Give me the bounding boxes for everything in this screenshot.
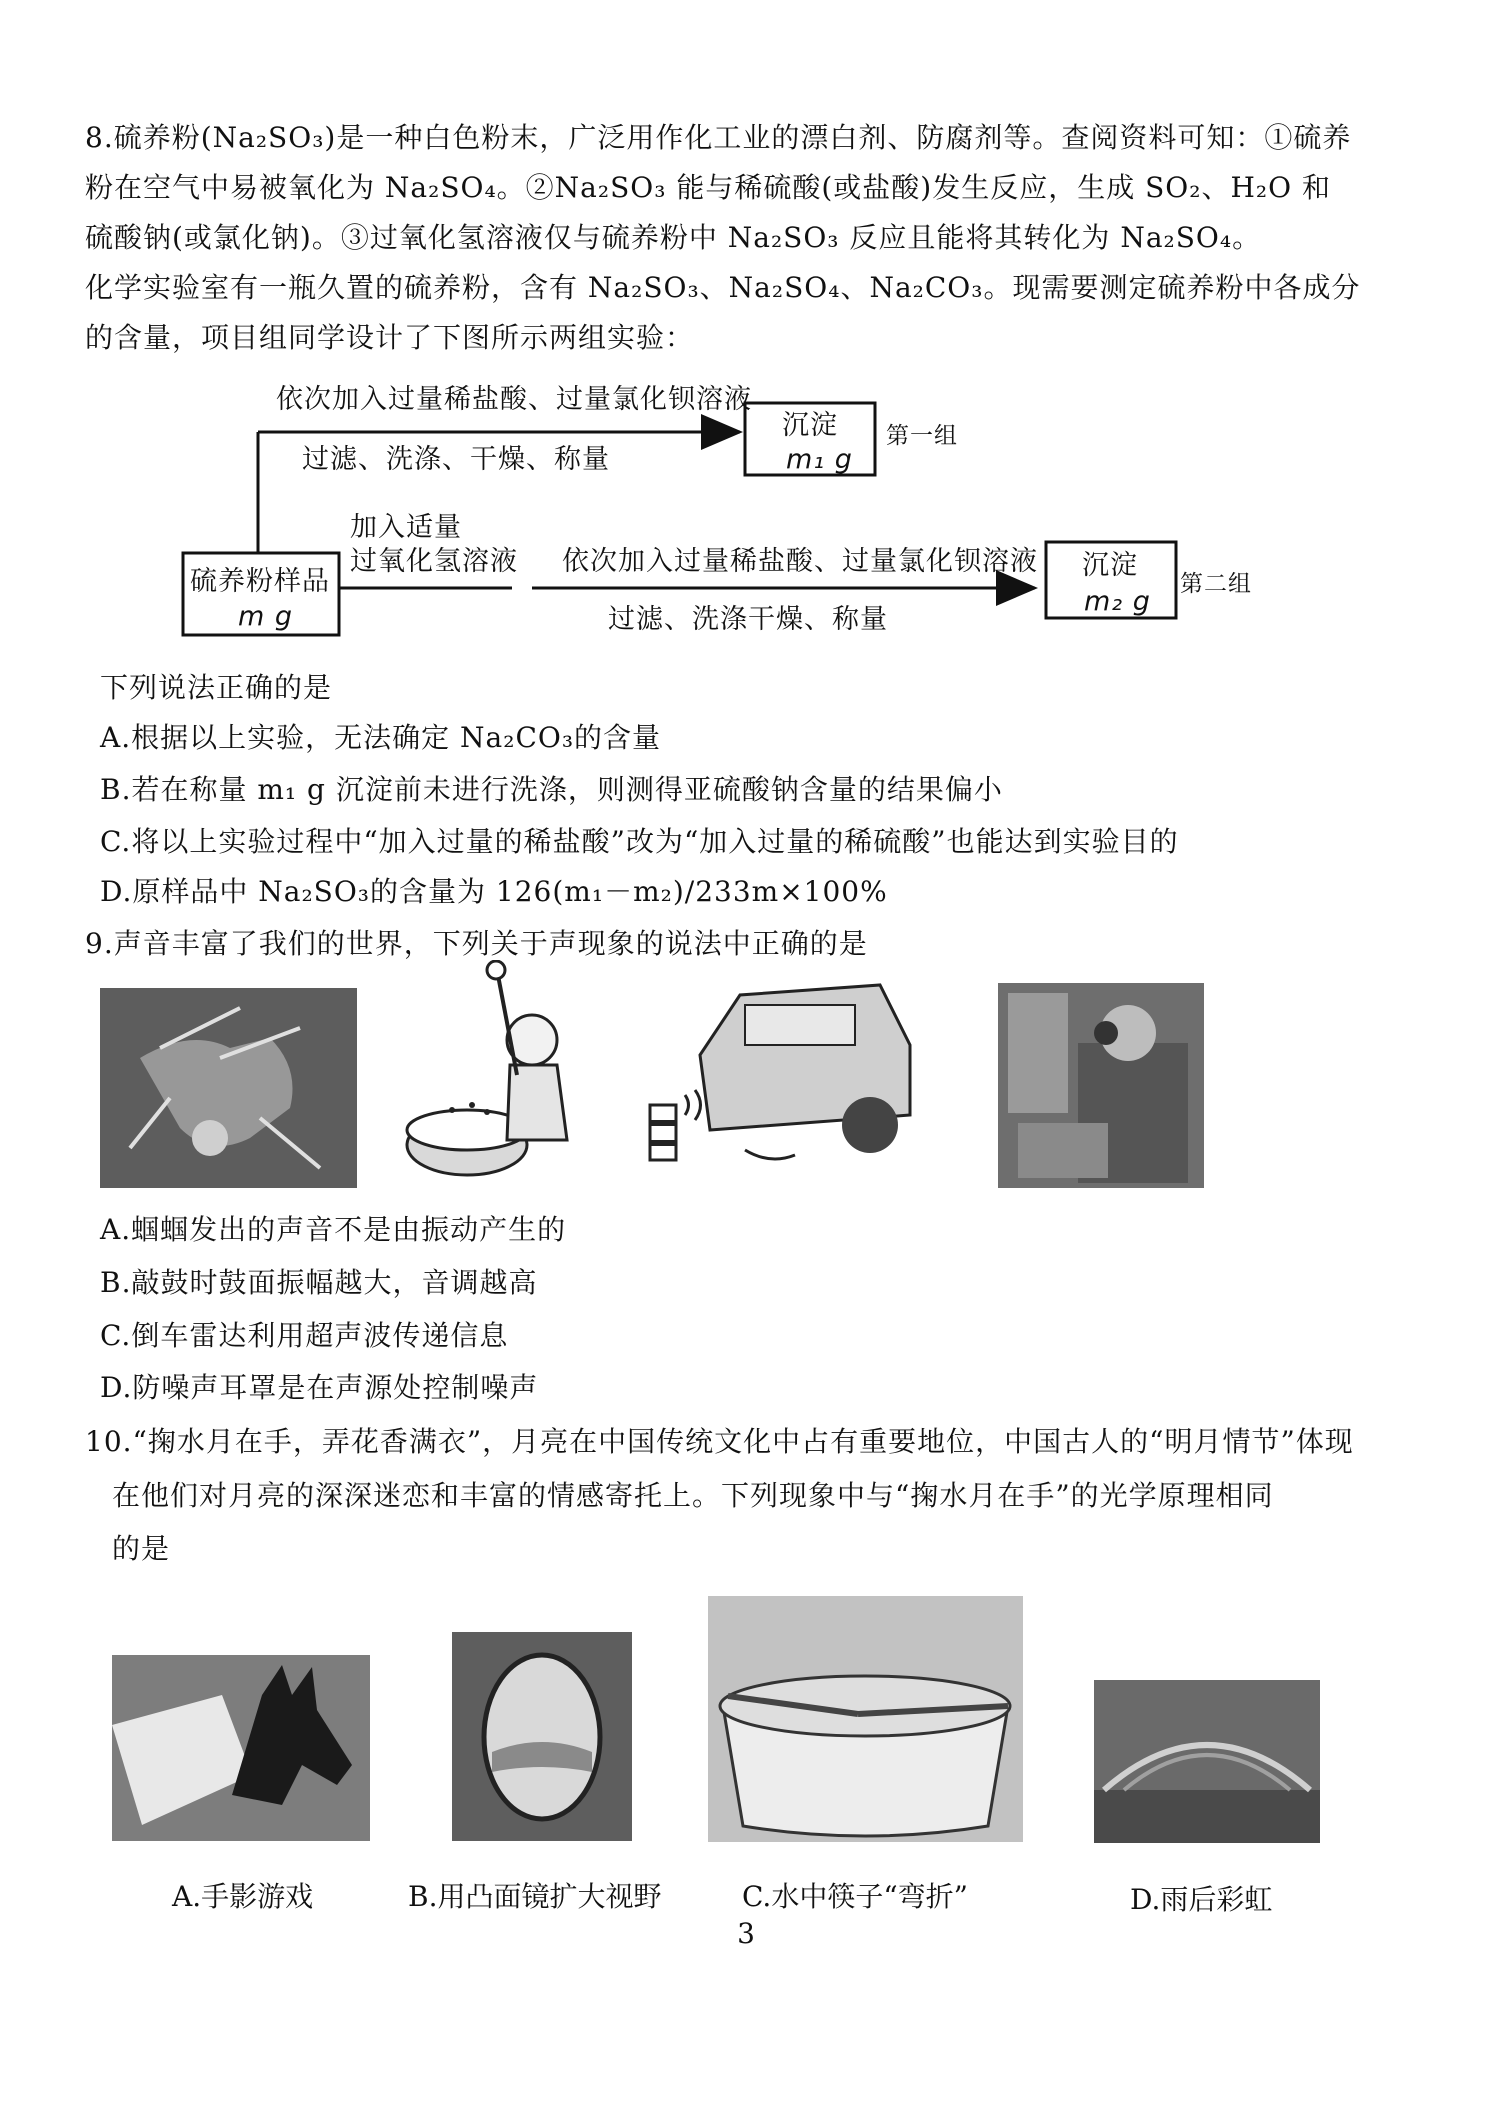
q8-line-4: 化学实验室有一瓶久置的硫养粉，含有 Na₂SO₃、Na₂SO₄、Na₂CO₃。现需要测定硫养粉中各成分 (85, 271, 1361, 304)
q10-line-3: 的是 (112, 1532, 171, 1565)
q8-option-d: D.原样品中 Na₂SO₃的含量为 126(m₁－m₂)/233m×100% (100, 875, 888, 908)
hand-shadow-photo (112, 1655, 370, 1841)
q8-line-1: 8.硫养粉(Na₂SO₃)是一种白色粉末，广泛用作化工业的漂白剂、防腐剂等。查阅资料可知：①硫养 (85, 121, 1352, 154)
q10-line-1: 10.“掬水月在手，弄花香满衣”，月亮在中国传统文化中占有重要地位，中国古人的“明月情节”体现 (85, 1425, 1354, 1458)
group2-name: 第二组 (1180, 571, 1252, 597)
group2-pre-label-1: 加入适量 (350, 512, 462, 543)
group2-pre-label-2: 过氧化氢溶液 (350, 546, 518, 577)
q10-line-2: 在他们对月亮的深深迷恋和丰富的情感寄托上。下列现象中与“掬水月在手”的光学原理相同 (112, 1479, 1274, 1512)
reversing-car-illustration (630, 965, 918, 1190)
q8-line-3: 硫酸钠(或氯化钠)。③过氧化氢溶液仅与硫养粉中 Na₂SO₃ 反应且能将其转化为 Na₂SO₄。 (85, 221, 1262, 254)
group2-reagent-label: 依次加入过量稀盐酸、过量氯化钡溶液 (562, 546, 1038, 577)
page-number: 3 (737, 1917, 755, 1950)
q8-option-c: C.将以上实验过程中“加入过量的稀盐酸”改为“加入过量的稀硫酸”也能达到实验目的 (100, 825, 1179, 858)
sample-mass: m g (238, 601, 294, 632)
q8-line-5: 的含量，项目组同学设计了下图所示两组实验： (85, 321, 695, 354)
q10-caption-b: B.用凸面镜扩大视野 (408, 1880, 662, 1913)
q8-option-a: A.根据以上实验，无法确定 Na₂CO₃的含量 (100, 721, 662, 754)
q8-stem: 下列说法正确的是 (100, 671, 333, 704)
q8-option-b: B.若在称量 m₁ g 沉淀前未进行洗涤，则测得亚硫酸钠含量的结果偏小 (100, 773, 1003, 806)
group2-box-top: 沉淀 (1082, 550, 1138, 581)
group1-process-label: 过滤、洗涤、干燥、称量 (302, 444, 610, 475)
q9-option-b: B.敲鼓时鼓面振幅越大，音调越高 (100, 1266, 538, 1299)
sample-label: 硫养粉样品 (190, 566, 330, 597)
q10-caption-d: D.雨后彩虹 (1130, 1883, 1273, 1916)
q9-option-a: A.蝈蝈发出的声音不是由振动产生的 (100, 1213, 567, 1246)
group1-box-mass: m₁ g (786, 444, 853, 475)
group2-process-label: 过滤、洗涤干燥、称量 (608, 604, 888, 635)
katydid-photo (100, 988, 357, 1188)
q9-stem: 9.声音丰富了我们的世界，下列关于声现象的说法中正确的是 (85, 927, 868, 960)
convex-mirror-photo (452, 1632, 632, 1841)
worker-earmuffs-photo (998, 983, 1204, 1188)
q10-caption-a: A.手影游戏 (172, 1880, 314, 1913)
q8-line-2: 粉在空气中易被氧化为 Na₂SO₄。②Na₂SO₃ 能与稀硫酸(或盐酸)发生反应，生成 SO₂、H₂O 和 (85, 171, 1331, 204)
rainbow-photo (1094, 1680, 1320, 1843)
q9-option-d: D.防噪声耳罩是在声源处控制噪声 (100, 1371, 539, 1404)
drumming-boy-illustration (392, 960, 584, 1195)
group1-name: 第一组 (886, 423, 958, 449)
group1-reagent-label: 依次加入过量稀盐酸、过量氯化钡溶液 (276, 384, 752, 415)
group1-box-top: 沉淀 (782, 410, 838, 441)
chopstick-in-water-photo (708, 1596, 1023, 1842)
q9-option-c: C.倒车雷达利用超声波传递信息 (100, 1319, 509, 1352)
group2-box-mass: m₂ g (1084, 586, 1151, 617)
q10-caption-c: C.水中筷子“弯折” (742, 1880, 968, 1913)
